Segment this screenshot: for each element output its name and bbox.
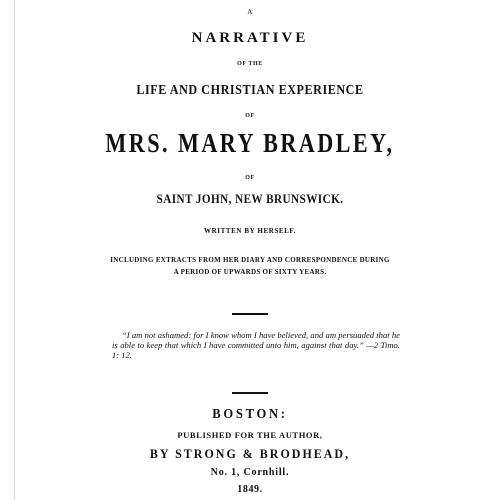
title-subject: LIFE AND CHRISTIAN EXPERIENCE (136, 82, 364, 97)
imprint-year: 1849. (237, 484, 263, 495)
epigraph-quote: “I am not ashamed: for I know whom I have believed, and am persuaded that he is able to keep that which I have committed unto him, against that day.” —2 Timo. 1: 12. (112, 330, 400, 360)
divider-rule-top (232, 313, 268, 315)
title-narrative: NARRATIVE (191, 30, 309, 46)
written-by-line: WRITTEN BY HERSELF. (204, 227, 296, 235)
imprint-address: No. 1, Cornhill. (210, 467, 290, 478)
extracts-note (0, 254, 500, 278)
imprint-publisher: BY STRONG & BRODHEAD, (149, 446, 351, 461)
title-of-2: OF (245, 175, 255, 181)
author-place: SAINT JOHN, NEW BRUNSWICK. (156, 191, 344, 206)
page-edge (0, 0, 15, 500)
extracts-line-2: A PERIOD OF UPWARDS OF SIXTY YEARS. (173, 268, 327, 276)
divider-rule-bottom (232, 392, 268, 394)
title-article: A (247, 8, 253, 16)
imprint-city: BOSTON: (212, 407, 288, 422)
imprint-published-for: PUBLISHED FOR THE AUTHOR, (177, 430, 323, 440)
title-of-1: OF (245, 113, 255, 119)
title-of-the: OF THE (237, 61, 263, 67)
author-name: MRS. MARY BRADLEY, (105, 128, 395, 158)
extracts-line-1: INCLUDING EXTRACTS FROM HER DIARY AND CORRESPONDENCE DURING (110, 256, 390, 264)
